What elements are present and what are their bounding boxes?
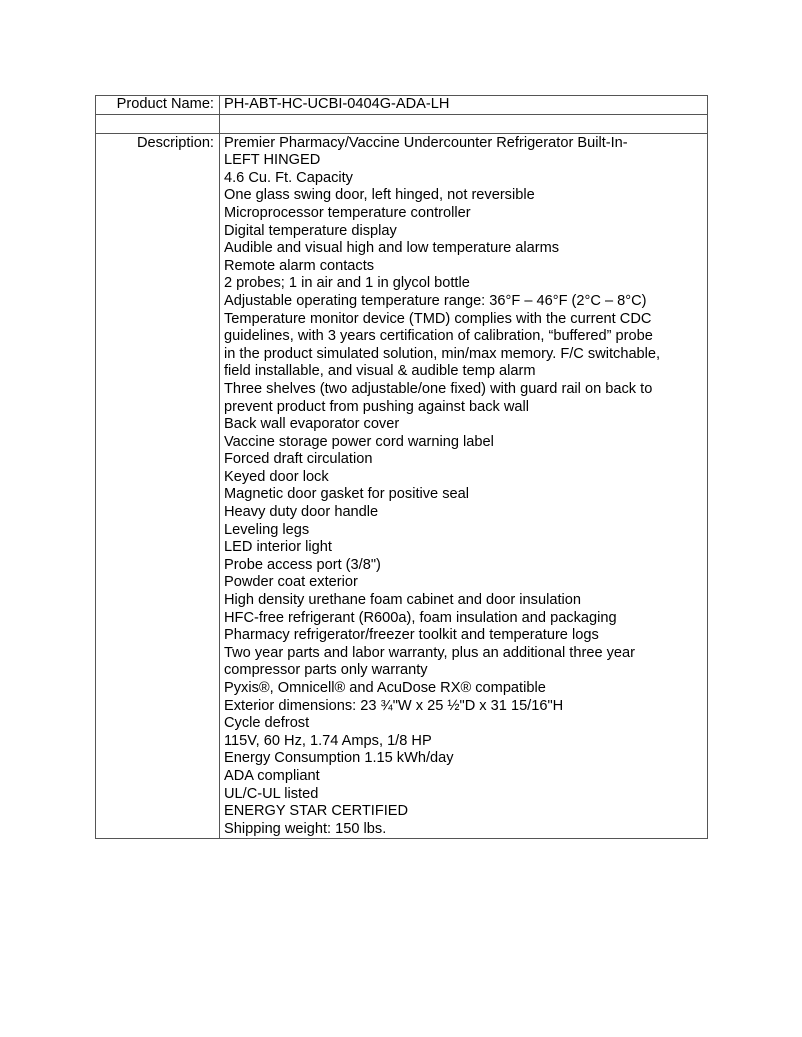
description-item: Three shelves (two adjustable/one fixed) with guard rail on back to prevent product from pushing against back wall <box>224 380 653 415</box>
product-name-row <box>96 96 708 115</box>
empty-cell <box>220 114 708 133</box>
description-item: Energy Consumption 1.15 kWh/day <box>224 750 454 767</box>
description-row <box>96 133 708 839</box>
description-item: LED interior light <box>224 539 332 556</box>
description-item: Temperature monitor device (TMD) complies with the current CDC guidelines, with 3 years certification of calibration, “buffered” probe in the product simulated solution, min/max memory. F/C switchable, field installable, and visual & audible temp alarm <box>224 310 661 380</box>
description-item: Heavy duty door handle <box>224 504 379 521</box>
description-item: Two year parts and labor warranty, plus an additional three year compressor parts only warranty <box>224 644 636 679</box>
description-item: Digital temperature display <box>224 222 397 239</box>
product-name-value: PH-ABT-HC-UCBI-0404G-ADA-LH <box>220 96 708 115</box>
product-spec-table <box>95 95 708 839</box>
description-item: Back wall evaporator cover <box>224 416 400 433</box>
description-item: Magnetic door gasket for positive seal <box>224 486 469 503</box>
description-item: Pyxis®, Omnicell® and AcuDose RX® compatible <box>224 680 546 696</box>
description-item: Leveling legs <box>224 521 310 538</box>
description-item: HFC-free refrigerant (R600a), foam insulation and packaging <box>224 609 617 626</box>
description-item: Probe access port (3/8") <box>224 556 381 573</box>
description-item: Shipping weight: 150 lbs. <box>224 820 387 837</box>
description-item: Forced draft circulation <box>224 451 373 468</box>
description-label: Description: <box>96 133 220 839</box>
description-item: Keyed door lock <box>224 468 329 485</box>
empty-row <box>96 114 708 133</box>
description-item: UL/C-UL listed <box>224 785 319 802</box>
description-item: Premier Pharmacy/Vaccine Undercounter Refrigerator Built-In- LEFT HINGED <box>224 134 628 169</box>
product-name-label: Product Name: <box>96 96 220 115</box>
description-list <box>220 133 708 839</box>
description-item: Vaccine storage power cord warning label <box>224 433 494 450</box>
description-item: One glass swing door, left hinged, not reversible <box>224 187 535 204</box>
description-item: Audible and visual high and low temperature alarms <box>224 240 560 257</box>
description-item: Cycle defrost <box>224 715 310 732</box>
description-item: Remote alarm contacts <box>224 257 375 274</box>
description-item: Adjustable operating temperature range: 36°F – 46°F (2°C – 8°C) <box>224 292 647 309</box>
description-item: 2 probes; 1 in air and 1 in glycol bottle <box>224 275 470 292</box>
description-item: 4.6 Cu. Ft. Capacity <box>224 169 353 186</box>
description-item: ADA compliant <box>224 767 320 784</box>
description-item: Microprocessor temperature controller <box>224 204 471 221</box>
description-item: Exterior dimensions: 23 ¾"W x 25 ½"D x 31 15/16"H <box>224 697 564 714</box>
empty-cell <box>96 114 220 133</box>
description-item: 115V, 60 Hz, 1.74 Amps, 1/8 HP <box>224 732 432 749</box>
description-item: Pharmacy refrigerator/freezer toolkit and temperature logs <box>224 627 599 644</box>
description-item: Powder coat exterior <box>224 574 358 591</box>
description-item: ENERGY STAR CERTIFIED <box>224 803 409 820</box>
description-item: High density urethane foam cabinet and door insulation <box>224 592 581 609</box>
